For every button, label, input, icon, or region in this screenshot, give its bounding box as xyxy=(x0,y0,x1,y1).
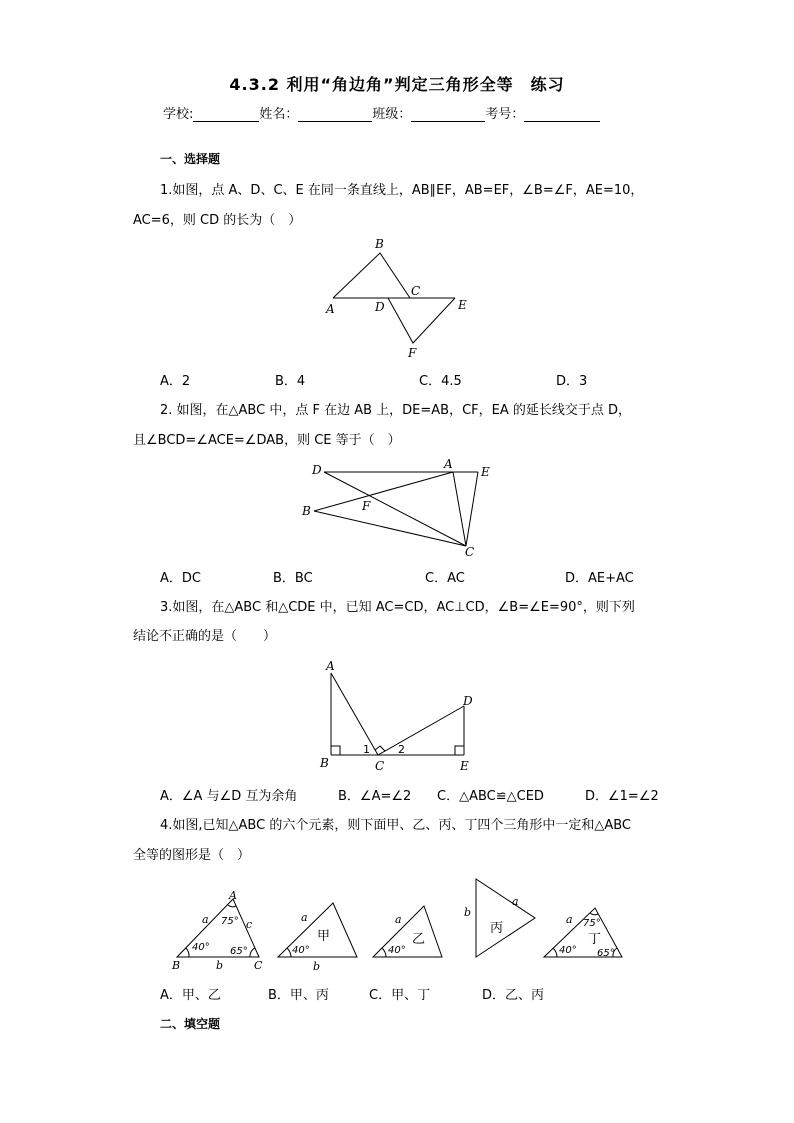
q2-label-a: A xyxy=(444,457,453,471)
q1-label-c: C xyxy=(411,284,421,298)
q3-label-angle1: 1 xyxy=(363,743,370,756)
q4-ding-angle-75-arc xyxy=(590,913,598,915)
name-label: 姓名： xyxy=(259,107,299,122)
q4-abc-side-a: a xyxy=(202,913,209,926)
q4-abc-angle-c: 65° xyxy=(230,946,248,957)
q1-label-e: E xyxy=(458,298,467,312)
q4-abc-label-c: C xyxy=(254,959,263,972)
q3-option-a[interactable]: A．∠A 与∠D 互为余角 xyxy=(160,789,298,804)
q2-text-line2: 且∠BCD=∠ACE=∠DAB，则 CE 等于（ ） xyxy=(133,433,401,448)
q4-jia-side-b: b xyxy=(313,960,321,973)
page-title: 4.3.2 利用“角边角”判定三角形全等 练习 xyxy=(229,75,565,94)
q4-abc-angle-a: 75° xyxy=(221,916,239,927)
q4-triangle-bing xyxy=(476,879,535,957)
q4-ding-angle-75: 75° xyxy=(583,918,601,929)
q4-ding-angle-40: 40° xyxy=(559,945,577,956)
q4-ding-angle-40-arc xyxy=(553,948,557,957)
q3-option-b[interactable]: B．∠A=∠2 xyxy=(338,789,412,804)
q3-label-b: B xyxy=(320,756,329,770)
q4-yi-side-a: a xyxy=(395,913,402,926)
q1-text-line2: AC=6，则 CD 的长为（ ） xyxy=(133,213,302,228)
q4-option-d[interactable]: D．乙、丙 xyxy=(482,988,545,1003)
q4-ding-side-a: a xyxy=(566,913,573,926)
q4-jia-side-a: a xyxy=(301,911,308,924)
section-heading-choice: 一、选择题 xyxy=(160,152,221,166)
q4-option-b[interactable]: B．甲、丙 xyxy=(268,988,329,1003)
q3-text-line2: 结论不正确的是（ ） xyxy=(133,629,277,644)
q4-abc-angle-b: 40° xyxy=(192,942,210,953)
q1-option-b[interactable]: B．4 xyxy=(275,374,306,389)
q4-text-line1: 4.如图,已知△ABC 的六个元素，则下面甲、乙、丙、丁四个三角形中一定和△ABC xyxy=(160,818,631,833)
q4-jia-angle: 40° xyxy=(292,945,310,956)
q4-text-line2: 全等的图形是（ ） xyxy=(133,848,251,863)
q1-label-f: F xyxy=(408,346,417,360)
q3-label-e: E xyxy=(460,759,469,773)
q4-abc-side-b: b xyxy=(216,959,224,972)
q4-option-a[interactable]: A．甲、乙 xyxy=(160,988,221,1003)
q3-label-c: C xyxy=(375,759,385,773)
q4-abc-label-a: A xyxy=(229,889,237,902)
q2-option-b[interactable]: B．BC xyxy=(273,571,313,586)
school-label: 学校: xyxy=(163,107,194,122)
q1-label-d: D xyxy=(375,300,385,314)
q4-yi-angle: 40° xyxy=(388,945,406,956)
q4-abc-angle-b-arc xyxy=(186,948,189,957)
q1-option-d[interactable]: D．3 xyxy=(556,374,588,389)
q4-abc-side-c: c xyxy=(246,918,253,931)
number-label: 考号： xyxy=(485,107,525,122)
q4-ding-angle-65: 65° xyxy=(597,948,615,959)
q3-label-angle2: 2 xyxy=(398,743,405,756)
q4-bing-side-b: b xyxy=(464,906,472,919)
q1-text-line1: 1.如图，点 A、D、C、E 在同一条直线上，AB∥EF，AB=EF，∠B=∠F，AE=10， xyxy=(160,183,644,198)
q4-jia-angle-arc xyxy=(287,948,291,957)
q1-option-a[interactable]: A．2 xyxy=(160,374,191,389)
q4-option-c[interactable]: C．甲、丁 xyxy=(369,988,431,1003)
q3-label-d: D xyxy=(463,694,473,708)
q2-label-b: B xyxy=(302,504,311,518)
q2-option-c[interactable]: C．AC xyxy=(425,571,465,586)
q2-label-d: D xyxy=(312,463,322,477)
q2-label-e: E xyxy=(481,465,490,479)
q3-option-c[interactable]: C．△ABC≌△CED xyxy=(437,789,544,804)
q2-option-d[interactable]: D．AE+AC xyxy=(565,571,634,586)
q4-abc-label-b: B xyxy=(172,959,181,972)
q3-label-a: A xyxy=(326,659,335,673)
q3-option-d[interactable]: D．∠1=∠2 xyxy=(585,789,659,804)
q2-label-f: F xyxy=(362,499,371,513)
q1-label-a: A xyxy=(326,302,335,316)
q1-option-c[interactable]: C．4.5 xyxy=(419,374,462,389)
q4-abc-angle-a-arc xyxy=(228,905,236,907)
q4-bing-side-a: a xyxy=(512,895,519,908)
q4-yi-name: 乙 xyxy=(412,932,426,947)
q4-jia-name: 甲 xyxy=(317,929,331,944)
q2-label-c: C xyxy=(465,545,475,559)
q4-bing-name: 丙 xyxy=(490,921,504,936)
q2-text-line1: 2. 如图，在△ABC 中，点 F 在边 AB 上，DE=AB，CF，EA 的延长线交于点 D， xyxy=(160,403,632,418)
q4-yi-angle-arc xyxy=(382,948,386,957)
q2-option-a[interactable]: A．DC xyxy=(160,571,201,586)
q4-ding-name: 丁 xyxy=(588,932,602,947)
q3-text-line1: 3.如图，在△ABC 和△CDE 中，已知 AC=CD，AC⊥CD，∠B=∠E=90°，则下列 xyxy=(160,600,635,615)
q4-abc-angle-c-arc xyxy=(250,948,255,957)
section-heading-fill: 二、填空题 xyxy=(160,1017,221,1031)
q1-label-b: B xyxy=(375,237,384,251)
class-label: 班级： xyxy=(372,107,412,122)
